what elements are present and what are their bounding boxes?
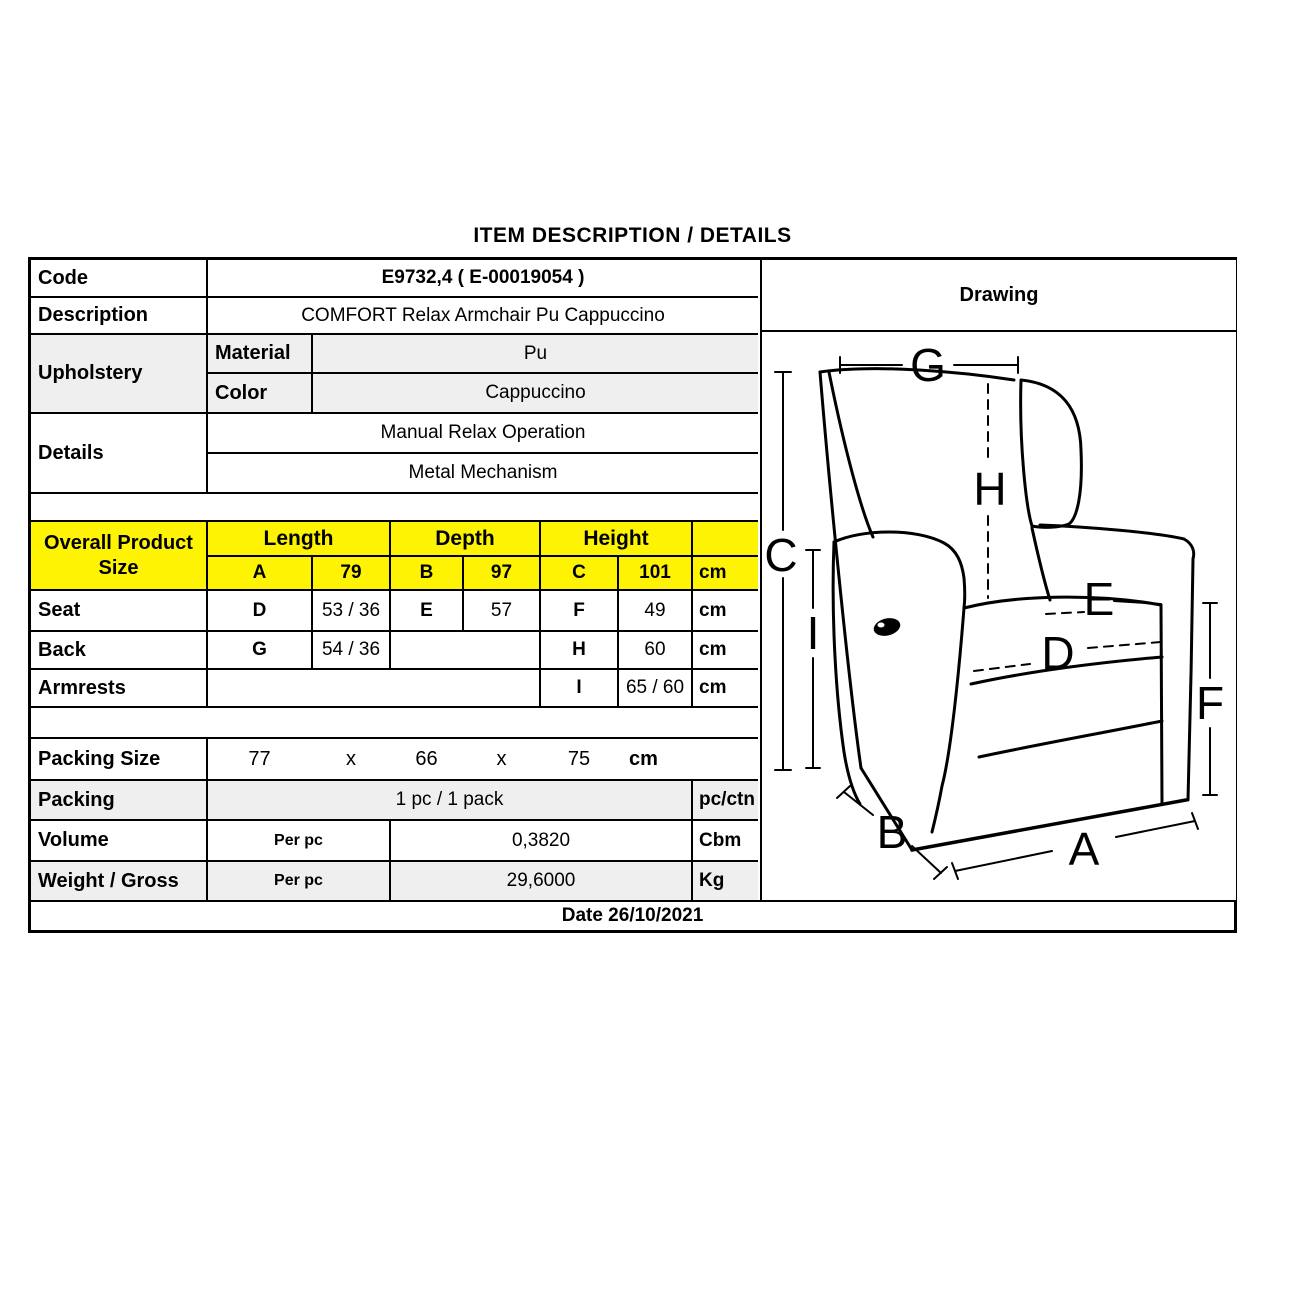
back-unit: cm [693, 632, 758, 668]
recline-knob [872, 615, 902, 638]
details-label: Details [31, 414, 206, 492]
overall-height-value: 101 [619, 557, 691, 589]
details-value-1: Manual Relax Operation [208, 414, 758, 452]
drawing-panel [760, 260, 1236, 900]
dim-line-I [806, 550, 820, 768]
code-label: Code [31, 260, 206, 296]
overall-size-label: Overall Product Size [31, 522, 206, 589]
label-C: C [764, 529, 798, 581]
seat-height-value: 49 [619, 591, 691, 630]
label-I: I [806, 607, 820, 659]
spacer-row [31, 708, 758, 737]
volume-per: Per pc [208, 821, 389, 860]
seat-length-key: D [208, 591, 311, 630]
overall-unit: cm [693, 557, 758, 589]
armrests-height-value: 65 / 60 [619, 670, 691, 706]
packing-size-unit: cm [629, 747, 658, 770]
date-value: Date 26/10/2021 [561, 905, 704, 926]
seat-label: Seat [31, 591, 206, 630]
packing-size-label: Packing Size [31, 739, 206, 779]
packing-size-dim2: 66 [415, 747, 438, 770]
packing-size-value [208, 739, 758, 779]
back-label: Back [31, 632, 206, 668]
back-height-key: H [541, 632, 617, 668]
armrests-height-key: I [541, 670, 617, 706]
overall-length-key: A [208, 557, 311, 589]
upholstery-label: Upholstery [31, 335, 206, 412]
height-header: Height [541, 522, 691, 555]
spacer-row [31, 494, 758, 520]
page-title: ITEM DESCRIPTION / DETAILS [473, 224, 792, 247]
packing-value: 1 pc / 1 pack [208, 781, 691, 819]
description-value: COMFORT Relax Armchair Pu Cappuccino [208, 298, 758, 333]
label-G: G [910, 339, 946, 391]
armchair-technical-drawing [762, 332, 1236, 900]
overall-length-value: 79 [313, 557, 389, 589]
date-row [31, 900, 1234, 930]
seat-depth-value: 57 [464, 591, 539, 630]
packing-label: Packing [31, 781, 206, 819]
label-D: D [1041, 627, 1075, 679]
packing-size-dim1: 77 [248, 747, 271, 770]
depth-header: Depth [391, 522, 539, 555]
label-F: F [1195, 677, 1225, 729]
spec-table [31, 260, 758, 900]
armrests-label: Armrests [31, 670, 206, 706]
volume-label: Volume [31, 821, 206, 860]
description-label: Description [31, 298, 206, 333]
seat-depth-key: E [391, 591, 462, 630]
overall-depth-value: 97 [464, 557, 539, 589]
length-header: Length [208, 522, 389, 555]
overall-depth-key: B [391, 557, 462, 589]
packing-unit: pc/ctn [693, 781, 758, 819]
weight-unit: Kg [693, 862, 758, 900]
volume-unit: Cbm [693, 821, 758, 860]
seat-length-value: 53 / 36 [313, 591, 389, 630]
seat-unit: cm [693, 591, 758, 630]
weight-label: Weight / Gross [31, 862, 206, 900]
spec-sheet [28, 257, 1237, 933]
armchair-outline [820, 369, 1194, 850]
back-length-value: 54 / 36 [313, 632, 389, 668]
overall-height-key: C [541, 557, 617, 589]
packing-size-dim3: 75 [567, 747, 591, 770]
color-value: Cappuccino [313, 374, 758, 412]
packing-size-x2: x [496, 747, 507, 770]
details-value-2: Metal Mechanism [208, 454, 758, 492]
packing-size-x1: x [346, 747, 356, 770]
drawing-header: Drawing [762, 260, 1236, 332]
code-value: E9732,4 ( E-00019054 ) [208, 260, 758, 296]
dim-line-E-dash [1046, 612, 1084, 614]
color-label: Color [208, 374, 311, 412]
volume-value: 0,3820 [391, 821, 691, 860]
weight-per: Per pc [208, 862, 389, 900]
label-B: B [876, 806, 908, 858]
size-header-unit-spacer [693, 522, 758, 555]
material-label: Material [208, 335, 311, 372]
back-height-value: 60 [619, 632, 691, 668]
armrests-empty-cell [208, 670, 539, 706]
weight-value: 29,6000 [391, 862, 691, 900]
label-A: A [1068, 823, 1100, 875]
label-E: E [1083, 573, 1115, 625]
label-H: H [973, 463, 1007, 515]
seat-height-key: F [541, 591, 617, 630]
material-value: Pu [313, 335, 758, 372]
back-length-key: G [208, 632, 311, 668]
back-empty-cell [391, 632, 539, 668]
armrests-unit: cm [693, 670, 758, 706]
